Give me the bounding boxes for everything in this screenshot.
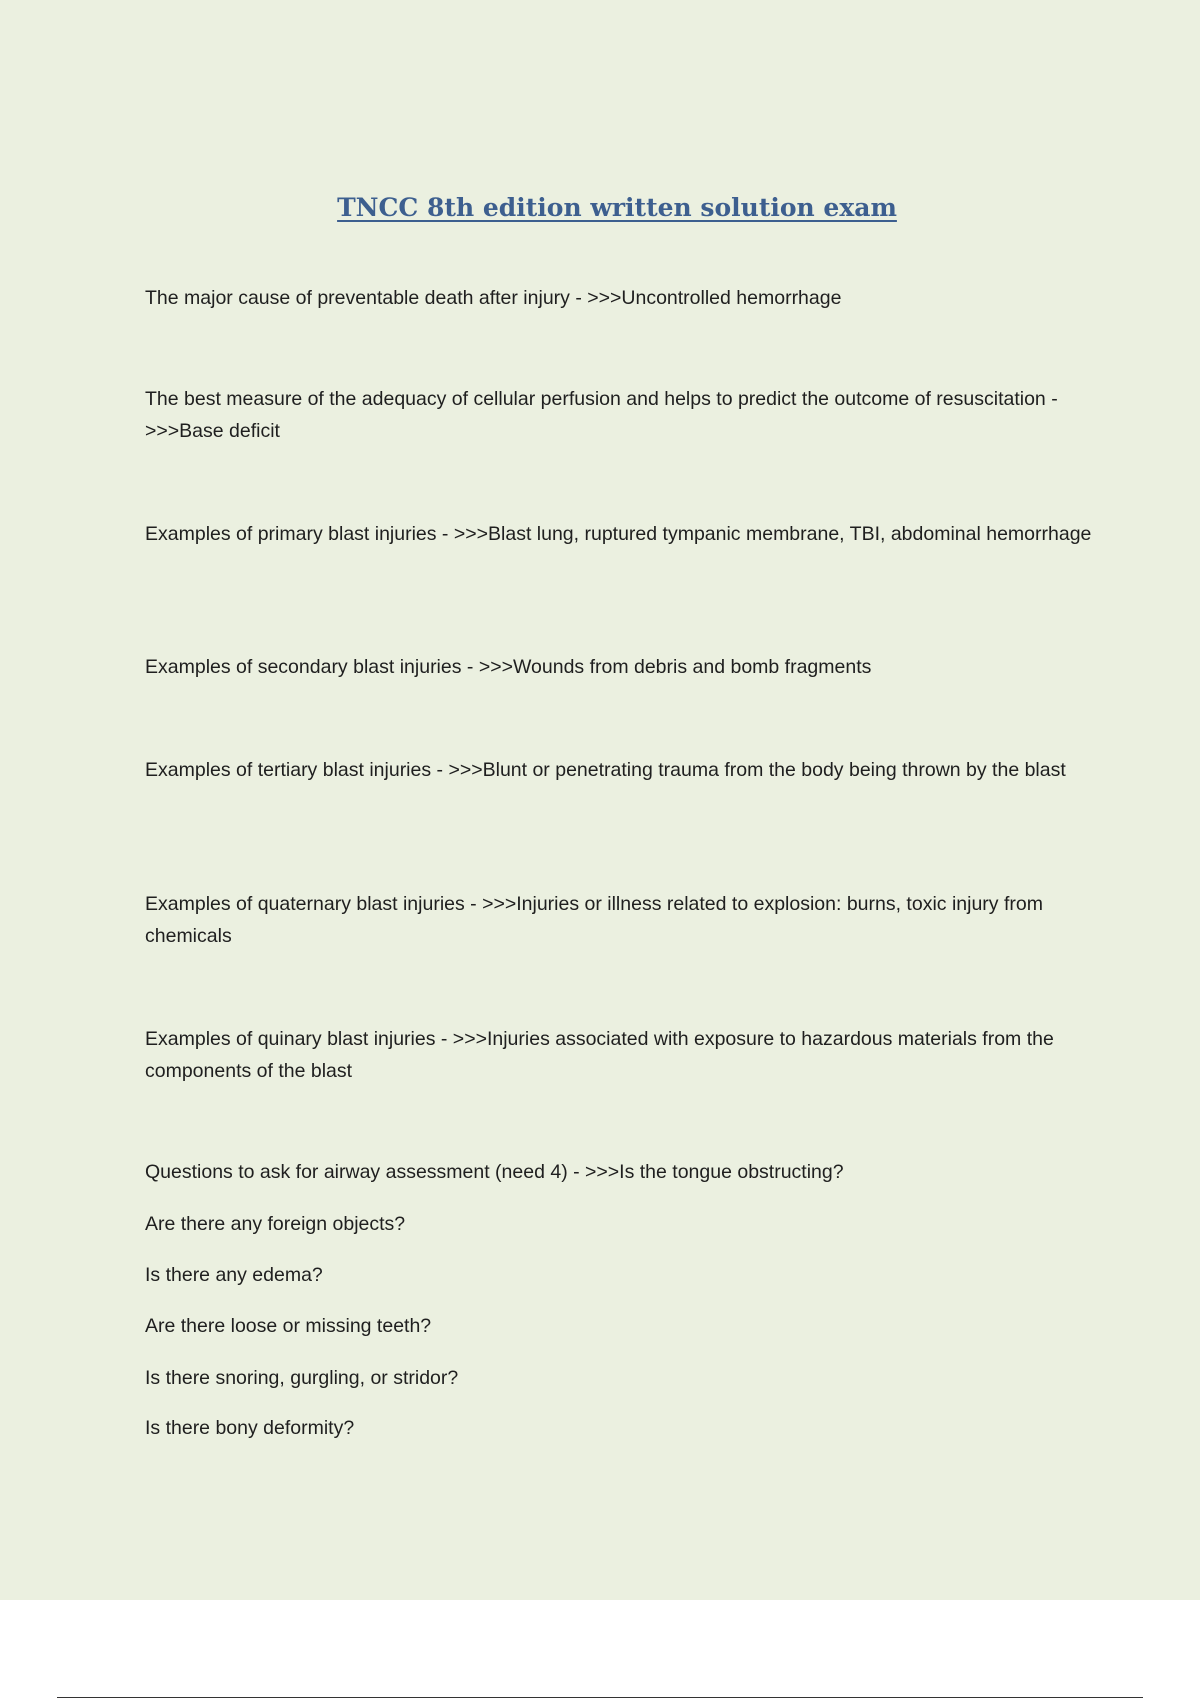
footer-rule [57,1697,1143,1698]
qa-item: Examples of secondary blast injuries - >>>Wounds from debris and bomb fragments [145,656,872,678]
qa-item: Examples of primary blast injuries - >>>Blast lung, ruptured tympanic membrane, TBI, abdominal hemorrhage [145,523,1092,545]
qa-item: Examples of quaternary blast injuries - >>>Injuries or illness related to explosion: burns, toxic injury from chemicals [145,893,1043,947]
document-body [145,0,1095,1600]
qa-item: The best measure of the adequacy of cellular perfusion and helps to predict the outcome of resuscitation - >>>Base deficit [145,388,1058,442]
airway-followup-line: Are there any foreign objects? [145,1213,406,1235]
airway-followup-line: Is there bony deformity? [145,1417,355,1439]
qa-item: Questions to ask for airway assessment (need 4) - >>>Is the tongue obstructing? [145,1161,844,1183]
qa-item: The major cause of preventable death after injury - >>>Uncontrolled hemorrhage [145,287,842,309]
qa-item: Examples of quinary blast injuries - >>>Injuries associated with exposure to hazardous materials from the components of the blast [145,1028,1054,1082]
airway-followup-line: Are there loose or missing teeth? [145,1315,432,1337]
document-title: TNCC 8th edition written solution exam [337,193,897,222]
qa-item: Examples of tertiary blast injuries - >>>Blunt or penetrating trauma from the body being thrown by the blast [145,759,1066,781]
airway-followup-line: Is there snoring, gurgling, or stridor? [145,1367,459,1389]
airway-followup-line: Is there any edema? [145,1264,323,1286]
